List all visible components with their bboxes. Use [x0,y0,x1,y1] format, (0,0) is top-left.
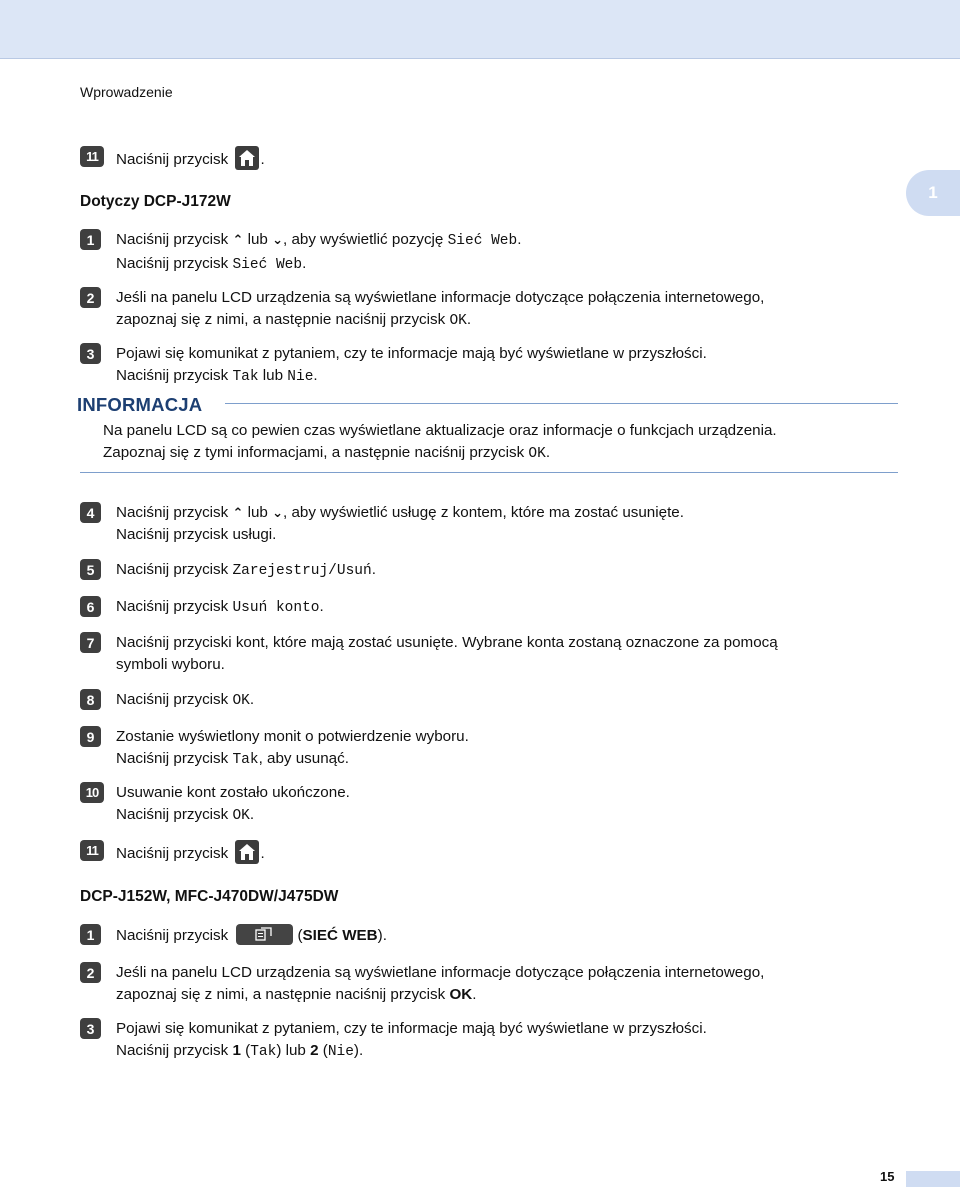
up-arrow-icon: ⌃ [232,505,244,520]
home-icon [235,840,259,864]
step-number: 11 [80,146,104,167]
step-number: 6 [80,596,101,617]
page-number: 15 [880,1169,895,1184]
section-heading-dcp-j152w: DCP-J152W, MFC-J470DW/J475DW [80,888,339,905]
up-arrow-icon: ⌃ [232,232,244,247]
note-box [77,394,898,473]
step-number: 7 [80,632,101,653]
step-text: Naciśnij przycisk Zarejestruj/Usuń. [116,561,376,579]
note-top-rule [225,403,898,404]
step-text: Naciśnij przycisk (SIEĆ WEB). [116,924,896,947]
step-number: 4 [80,502,101,523]
chapter-label: Wprowadzenie [80,84,173,100]
note-body: Na panelu LCD są co pewien czas wyświetlane aktualizacje oraz informacje o funkcjach urządzenia. Zapoznaj się z tymi informacjami, a następnie naciśnij przycisk OK. [103,422,777,462]
step-text: Naciśnij przyciski kont, które mają zostać usunięte. Wybrane konta zostaną oznaczone za pomocą symboli wyboru. [116,634,778,673]
step-number: 1 [80,924,101,945]
step-number: 8 [80,689,101,710]
step-text: Zostanie wyświetlony monit o potwierdzenie wyboru. Naciśnij przycisk Tak, aby usunąć. [116,728,469,768]
down-arrow-icon: ⌄ [272,232,283,247]
step-text: Pojawi się komunikat z pytaniem, czy te informacje mają być wyświetlane w przyszłości. Naciśnij przycisk Tak lub Nie. [116,345,707,385]
step-number: 5 [80,559,101,580]
step-text: Jeśli na panelu LCD urządzenia są wyświetlane informacje dotyczące połączenia internetowego, zapoznaj się z nimi, a następnie naciśnij przycisk OK. [116,289,765,329]
step-text: Naciśnij przycisk . [116,146,896,171]
chapter-tab: 1 [906,170,960,216]
step-text: Jeśli na panelu LCD urządzenia są wyświetlane informacje dotyczące połączenia internetowego, zapoznaj się z nimi, a następnie naciśnij przycisk OK. [116,964,765,1003]
step-number: 3 [80,1018,101,1039]
step-number: 11 [80,840,104,861]
step-text: Naciśnij przycisk ⌃ lub ⌄, aby wyświetlić pozycję Sieć Web. Naciśnij przycisk Sieć Web. [116,231,522,273]
step-number: 3 [80,343,101,364]
step-number: 1 [80,229,101,250]
step-text: Naciśnij przycisk OK. [116,691,255,709]
step-number: 2 [80,287,101,308]
home-icon [235,146,259,170]
header-band [0,0,960,59]
step-text: Naciśnij przycisk Usuń konto. [116,598,324,616]
step-number: 9 [80,726,101,747]
step-text: Naciśnij przycisk . [116,840,896,865]
step-text: Pojawi się komunikat z pytaniem, czy te informacje mają być wyświetlane w przyszłości. Naciśnij przycisk 1 (Tak) lub 2 (Nie). [116,1020,707,1060]
step-text: Usuwanie kont zostało ukończone. Naciśnij przycisk OK. [116,784,350,824]
down-arrow-icon: ⌄ [272,505,283,520]
web-button-icon [236,924,293,945]
step-number: 2 [80,962,101,983]
note-bottom-rule [80,472,898,473]
note-title: INFORMACJA [77,394,203,415]
step-number: 10 [80,782,104,803]
page-tab [906,1171,960,1187]
step-text: Naciśnij przycisk ⌃ lub ⌄, aby wyświetlić usługę z kontem, które ma zostać usunięte. Naciśnij przycisk usługi. [116,504,684,543]
section-heading-dcp-j172w: Dotyczy DCP-J172W [80,193,231,210]
